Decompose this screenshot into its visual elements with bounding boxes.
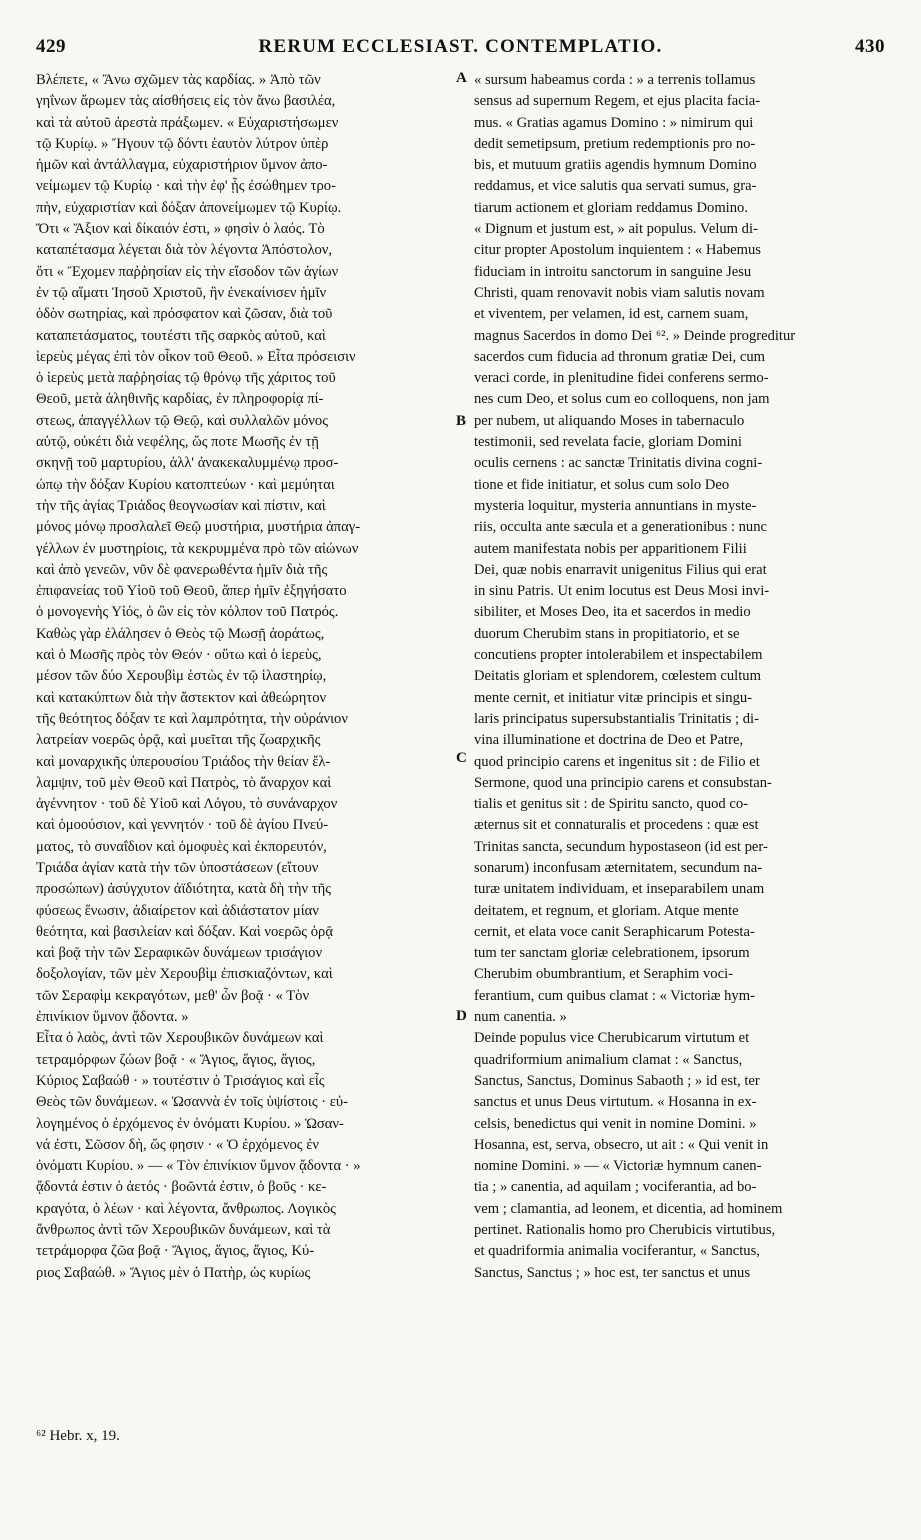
latin-text-line: Christi, quam renovavit nobis viam salutis novam (474, 284, 765, 301)
latin-text-line: magnus Sacerdos in domo Dei ⁶². » Deinde progreditur (474, 327, 796, 344)
latin-text-line: dedit semetipsum, pretium redemptionis pro no- (474, 135, 756, 152)
latin-text-line: veraci corde, in plenitudine fidei conferens sermo- (474, 370, 769, 387)
page-number-left: 429 (36, 36, 66, 57)
greek-text-line: καὶ βοᾷ τὴν τῶν Σεραφικῶν δυνάμεων τρισάγιον (36, 945, 323, 962)
greek-text-line: τὴν τῆς ἁγίας Τριάδος θεογνωσίαν καὶ πίστιν, καὶ (36, 497, 326, 514)
greek-text-line: πὴν, εὐχαριστίαν καὶ δόξαν ἀπονείμωμεν τῷ Κυρίῳ. (36, 199, 342, 216)
latin-text-line: laris principatus supersubstantialis Trinitatis ; di- (474, 710, 759, 727)
latin-text-line: nomine Domini. » — « Victoriæ hymnum canen- (474, 1158, 762, 1175)
greek-text-line: προσώπων) ἀσύγχυτον ἀϊδιότητα, κατὰ δὴ τὴν τῆς (36, 881, 331, 898)
greek-text-line: ἀγέννητον · τοῦ δὲ Υἱοῦ καὶ Λόγου, τὸ συνάναρχον (36, 796, 338, 813)
latin-text-line: æternus sit et connaturalis et procedens : quæ est (474, 817, 759, 834)
latin-text-line: tiarum actionem et gloriam reddamus Domino. (474, 199, 748, 216)
latin-text-line: autem manifestata nobis per apparitionem Filii (474, 540, 747, 557)
greek-text-line: τῷ Κυρίῳ. » Ἤγουν τῷ δόντι ἑαυτὸν λύτρον ὑπὲρ (36, 135, 329, 152)
latin-text-line: Cherubim obumbrantium, et Seraphim voci- (474, 966, 733, 983)
greek-text-line: ριος Σαβαώθ. » Ἅγιος μὲν ὁ Πατὴρ, ὡς κυρίως (36, 1264, 311, 1281)
greek-text-line: καὶ μοναρχικῆς ὑπερουσίου Τριάδος τὴν θείαν ἔλ- (36, 753, 331, 770)
greek-text-line: νείμωμεν τῷ Κυρίῳ · καὶ τὴν ἐφ' ᾗς ἐσώθημεν τρο- (36, 178, 336, 195)
latin-text-line: concutiens propter intolerabilem et inspectabilem (474, 647, 763, 664)
latin-text-line: et viventem, per velamen, id est, carnem suam, (474, 306, 749, 323)
greek-text-line: ὀνόματι Κυρίου. » — « Τὸν ἐπινίκιον ὕμνον ᾄδοντα · » (36, 1158, 361, 1175)
footnote: ⁶² Hebr. x, 19. (36, 1428, 120, 1444)
greek-text-line: Καθὼς γὰρ ἐλάλησεν ὁ Θεὸς τῷ Μωσῇ ἀοράτως, (36, 625, 325, 642)
margin-letter-c: C (456, 750, 467, 766)
greek-text-line: δοξολογίαν, τῶν μὲν Χερουβὶμ ἐπισκιαζόντων, καὶ (36, 966, 333, 983)
latin-text-line: in sinu Patris. Ut enim locutus est Deus Mosi invi- (474, 583, 770, 600)
greek-text-line: λαμψιν, τοῦ μὲν Θεοῦ καὶ Πατρὸς, τὸ ἄναρχον καὶ (36, 774, 332, 791)
latin-text-line: mente cernit, et initiatur vitæ principis et singu- (474, 689, 753, 706)
greek-text-line: κραγότα, ὁ λέων · καὶ λέγοντα, ἄνθρωπος. Λογικὸς (36, 1200, 336, 1217)
latin-text-line: turæ unitatem individuam, et inseparabilem unam (474, 881, 765, 898)
latin-text-line: vem ; clamantia, ad leonem, et dicentia, ad hominem (474, 1200, 783, 1217)
latin-text-line: Trinitas sancta, secundum hypostaseon (id est per- (474, 838, 768, 855)
latin-text-line: tialis et genitus sit : de Spiritu sancto, quod co- (474, 796, 749, 813)
greek-text-line: καὶ κατακύπτων διὰ τὴν ἄστεκτον καὶ ἀθεώρητον (36, 689, 327, 706)
greek-text-line: Θεὸς τῶν δυνάμεων. « Ὡσαννὰ ἐν τοῖς ὑψίστοις · εὐ- (36, 1094, 348, 1111)
greek-column (36, 70, 454, 1284)
greek-text-line: τῶν Σεραφὶμ κεκραγότων, μεθ' ὧν βοᾷ · « Τὸν (36, 987, 310, 1004)
latin-text-line: quod principio carens et ingenitus sit : de Filio et (474, 753, 760, 770)
latin-text-line: ferantium, cum quibus clamat : « Victoriæ hym- (474, 987, 755, 1004)
greek-text-line: Θεοῦ, μετὰ ἀληθινῆς καρδίας, ἐν πληροφορίᾳ πί- (36, 391, 324, 408)
margin-letter-a: A (456, 70, 467, 86)
latin-text-line: num canentia. » (474, 1009, 567, 1026)
latin-text-line: oculis cernens : ac sanctæ Trinitatis divina cogni- (474, 455, 763, 472)
greek-text-line: φύσεως ἕνωσιν, ἀδιαίρετον καὶ ἀδιάστατον μίαν (36, 902, 319, 919)
page-number-right: 430 (855, 36, 885, 57)
latin-text-line: deitatem, et regnum, et gloriam. Atque mente (474, 902, 739, 919)
latin-text-line: celsis, benedictus qui venit in nomine Domini. » (474, 1115, 757, 1132)
greek-text-line: καὶ τὰ αὐτοῦ ἀρεστὰ πράξωμεν. « Εὐχαριστήσωμεν (36, 114, 339, 131)
running-header (36, 36, 885, 66)
greek-text-line: λατρείαν νοερῶς ὁρᾷ, καὶ μυεῖται τῆς ζωαρχικῆς (36, 732, 321, 749)
latin-text-line: mysteria loquitur, mysteria annuntians in myste- (474, 497, 757, 514)
greek-text-line: Εἶτα ὁ λαὸς, ἀντὶ τῶν Χερουβικῶν δυνάμεων καὶ (36, 1030, 324, 1047)
latin-text-line: tione et fide initiatur, et solus cum solo Deo (474, 476, 730, 493)
greek-text-line: Κύριος Σαβαώθ · » τουτέστιν ὁ Τρισάγιος καὶ εἷς (36, 1072, 325, 1089)
greek-text-line: καὶ ἀπὸ γενεῶν, νῦν δὲ φανερωθέντα ἡμῖν διὰ τῆς (36, 561, 328, 578)
latin-text-line: tia ; » canentia, ad aquilam ; vociferantia, ad bo- (474, 1179, 757, 1196)
latin-text-line: Deitatis gloriam et splendorem, cœlestem cultum (474, 668, 761, 685)
greek-text-line: ἄνθρωπος ἀντὶ τῶν Χερουβικῶν δυνάμεων, καὶ τὰ (36, 1222, 331, 1239)
latin-text-line: reddamus, et vice salutis qua servati sumus, gra- (474, 178, 757, 195)
greek-text-line: στεως, ἀπαγγέλλων τῷ Θεῷ, καὶ συλλαλῶν μόνος (36, 412, 328, 429)
greek-text-line: ἐπιφανείας τοῦ Υἱοῦ τοῦ Θεοῦ, ἅπερ ἡμῖν ἐξηγήσατο (36, 583, 347, 600)
latin-text-line: vina illuminatione et doctrina de Deo et Patre, (474, 732, 744, 749)
greek-text-line: καταπέτασμα λέγεται διὰ τὸν λέγοντα Ἀπόστολον, (36, 242, 333, 259)
greek-text-line: ώπῳ τὴν δόξαν Κυρίου κατοπτεύων · καὶ μεμύηται (36, 476, 335, 493)
latin-text-line: Deinde populus vice Cherubicarum virtutum et (474, 1030, 750, 1047)
greek-text-line: λογημένος ὁ ἐρχόμενος ἐν ὀνόματι Κυρίου. » Ὡσαν- (36, 1115, 344, 1132)
latin-text-line: sacerdos cum fiducia ad thronum gratiæ Dei, cum (474, 348, 765, 365)
greek-text-line: ὁ μονογενὴς Υἱός, ὁ ὢν εἰς τὸν κόλπον τοῦ Πατρός. (36, 604, 339, 621)
greek-text-line: μέσον τῶν δύο Χερουβὶμ ἑστὼς ἐν τῷ ἱλαστηρίῳ, (36, 668, 327, 685)
latin-text-line: per nubem, ut aliquando Moses in tabernaculo (474, 412, 745, 429)
latin-text-line: Sanctus, Sanctus ; » hoc est, ter sanctus et unus (474, 1264, 751, 1281)
greek-text-line: αὐτῷ, οὐκέτι διὰ νεφέλης, ὥς ποτε Μωσῆς ἐν τῇ (36, 434, 319, 451)
latin-text-line: mus. « Gratias agamus Domino : » nimirum qui (474, 114, 754, 131)
greek-text-line: Βλέπετε, « Ἄνω σχῶμεν τὰς καρδίας. » Ἀπὸ τῶν (36, 72, 321, 88)
greek-text-line: ὅτι « Ἔχομεν παῤῥησίαν εἰς τὴν εἴσοδον τῶν ἁγίων (36, 263, 339, 280)
greek-text-line: ὁδὸν σωτηρίας, καὶ πρόσφατον καὶ ζῶσαν, διὰ τοῦ (36, 306, 333, 323)
greek-text-line: ἱερεὺς μέγας ἐπὶ τὸν οἶκον τοῦ Θεοῦ. » Εἶτα πρόσεισιν (36, 348, 356, 365)
greek-text-line: ἡμῶν καὶ ἀντάλλαγμα, εὐχαριστήριον ὕμνον ἀπο- (36, 157, 328, 174)
greek-text-line: τετράμορφα ζῶα βοᾷ · Ἅγιος, ἅγιος, ἅγιος, Κύ- (36, 1243, 315, 1260)
greek-text-line: γέλλων ἐν μυστηρίοις, τὰ κεκρυμμένα πρὸ τῶν αἰώνων (36, 540, 359, 557)
latin-text-line: et quadriformia animalia vociferantur, « Sanctus, (474, 1243, 760, 1260)
latin-text-line: sibiliter, et Moses Deo, ita et sacerdos in medio (474, 604, 751, 621)
latin-text-line: testimonii, sed revelata facie, gloriam Domini (474, 434, 742, 451)
greek-text-line: τετραμόρφων ζώων βοᾷ · « Ἅγιος, ἅγιος, ἅγιος, (36, 1051, 316, 1068)
latin-text-line: riis, occulta ante sæcula et a generationibus : nunc (474, 519, 767, 536)
greek-text-line: ἐν τῷ αἵματι Ἰησοῦ Χριστοῦ, ἣν ἐνεκαίνισεν ἡμῖν (36, 284, 327, 301)
greek-text-line: Ὅτι « Ἄξιον καὶ δίκαιόν ἐστι, » φησὶν ὁ λαός. Τὸ (36, 221, 325, 238)
greek-text-line: καὶ ὁ Μωσῆς πρὸς τὸν Θεόν · οὕτω καὶ ὁ ἱερεὺς, (36, 647, 322, 664)
greek-text-line: νά ἐστι, Σῶσον δὴ, ὥς φησιν · « Ὁ ἐρχόμενος ἐν (36, 1136, 319, 1153)
latin-text-line: pertinet. Rationalis homo pro Cherubicis virtutibus, (474, 1222, 776, 1239)
greek-text-line: ᾄδοντά ἐστιν ὁ ἀετός · βοῶντά ἐστιν, ὁ βοῦς · κε- (36, 1179, 327, 1196)
greek-text-line: θεότητα, καὶ βασιλείαν καὶ δόξαν. Καὶ νοερῶς ὁρᾷ (36, 923, 333, 940)
margin-letter-b: B (456, 413, 467, 429)
latin-text-line: citur propter Apostolum inquientem : « Habemus (474, 242, 761, 259)
latin-text-line: sensus ad supernum Regem, et ejus placita facia- (474, 93, 761, 110)
latin-text-line: Sermone, quod una principio carens et consubstan- (474, 774, 772, 791)
greek-text-line: γηΐνων ἄρωμεν τὰς αἰσθήσεις εἰς τὸν ἄνω βασιλέα, (36, 93, 336, 110)
greek-text-line: Τριάδα ἁγίαν κατὰ τὴν τῶν ὑποστάσεων (εἴτουν (36, 859, 319, 876)
latin-text-line: Sanctus, Sanctus, Dominus Sabaoth ; » id est, ter (474, 1072, 760, 1089)
latin-text-line: nes cum Deo, et solus cum eo colloquens, non jam (474, 391, 770, 408)
greek-text-line: καταπετάσματος, τουτέστι τῆς σαρκὸς αὐτοῦ, καὶ (36, 327, 326, 344)
latin-text-line: fiduciam in introitu sanctorum in sanguine Jesu (474, 263, 752, 280)
greek-text-line: τῆς θεότητος δόξαν τε καὶ λαμπρότητα, τὴν οὐράνιον (36, 710, 348, 727)
margin-letter-d: D (456, 1008, 467, 1024)
greek-text-line: ἐπινίκιον ὕμνον ᾄδοντα. » (36, 1009, 189, 1026)
latin-text-line: sonarum) inconfusam æternitatem, secundum na- (474, 859, 763, 876)
latin-text-line: bis, et mutuum gratiis agendis hymnum Domino (474, 157, 757, 174)
latin-text-line: « sursum habeamus corda : » a terrenis tollamus (474, 72, 756, 88)
latin-column (474, 70, 884, 1284)
latin-text-line: Dei, quæ nobis enarravit unigenitus Filius qui erat (474, 561, 767, 578)
greek-text-line: καὶ ὁμοούσιον, καὶ γεννητόν · τοῦ δὲ ἁγίου Πνεύ- (36, 817, 329, 834)
greek-text-line: ὁ ἱερεὺς μετὰ παῤῥησίας τῷ θρόνῳ τῆς χάριτος τοῦ (36, 370, 336, 387)
latin-text-line: duorum Cherubim stans in propitiatorio, et se (474, 625, 740, 642)
latin-text-line: Hosanna, est, serva, obsecro, ut ait : « Qui venit in (474, 1136, 769, 1153)
latin-text-line: tum ter sanctam gloriæ celebrationem, ipsorum (474, 945, 750, 962)
greek-text-line: μόνος μόνῳ προσλαλεῖ Θεῷ μυστήρια, μυστήρια ἀπαγ- (36, 519, 361, 536)
greek-text-line: ματος, τὸ συναΐδιον καὶ ὁμοφυὲς καὶ ἐκπορευτόν, (36, 838, 327, 855)
latin-text-line: cernit, et elata voce canit Seraphicarum Potesta- (474, 923, 755, 940)
latin-text-line: « Dignum et justum est, » ait populus. Velum di- (474, 221, 758, 238)
latin-text-line: quadriformium animalium clamat : « Sanctus, (474, 1051, 743, 1068)
page-title: RERUM ECCLESIAST. CONTEMPLATIO. (258, 36, 663, 57)
greek-text-line: σκηνῇ τοῦ μαρτυρίου, ἀλλ' ἀνακεκαλυμμένῳ προσ- (36, 455, 339, 472)
latin-text-line: sanctus et unus Deus virtutum. « Hosanna in ex- (474, 1094, 757, 1111)
